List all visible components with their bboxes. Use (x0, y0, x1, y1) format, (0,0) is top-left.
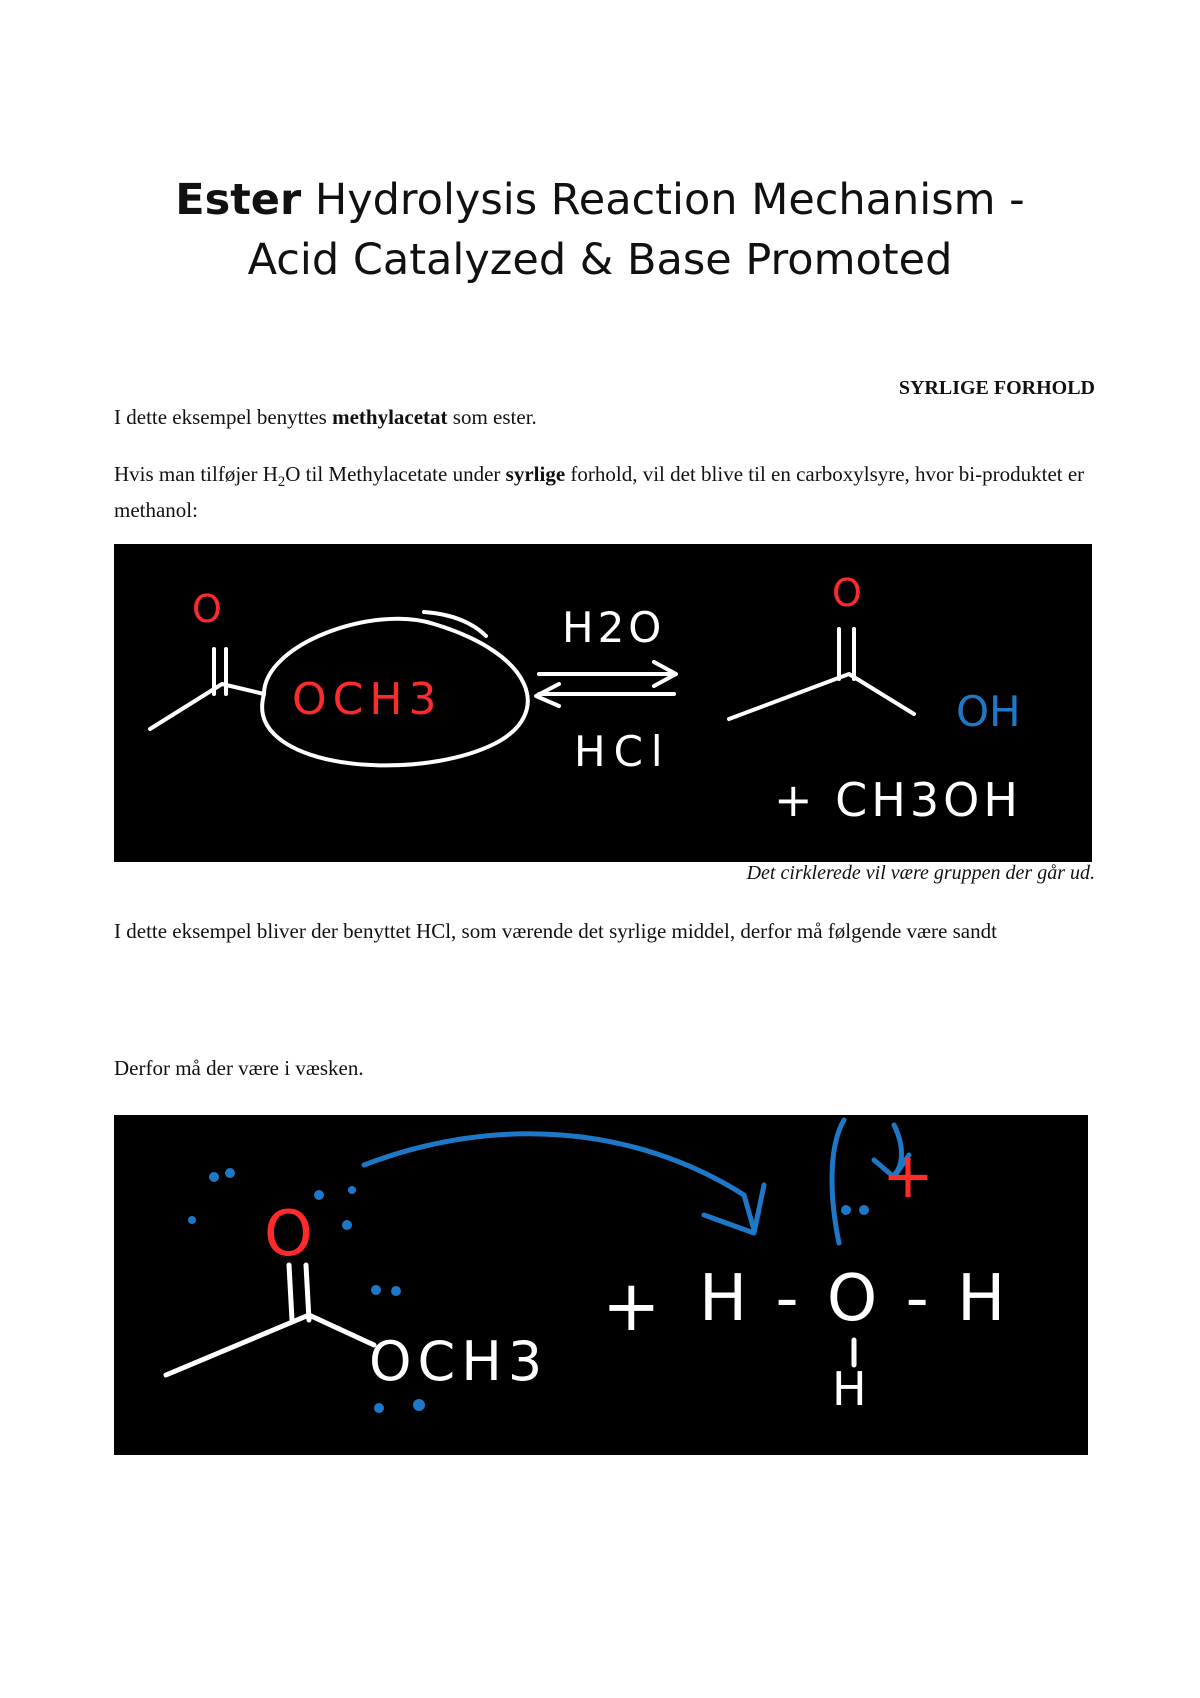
paragraph-hydrolysis (114, 460, 1094, 524)
para2-text-mid: O til Methylacetate under (285, 462, 506, 486)
och3-label-2: OCH3 (369, 1330, 549, 1393)
para2-subscript: 2 (277, 474, 286, 491)
reagent-water-label: H2O (562, 603, 666, 652)
para2-text: Hvis man tilføjer H (114, 462, 278, 486)
para1-text-end: som ester. (447, 405, 537, 429)
hydronium-bottom-h: H (832, 1362, 867, 1416)
title-line1: Hydrolysis Reaction Mechanism - (301, 175, 1025, 225)
reagent-hcl-label: HCl (574, 727, 671, 776)
positive-charge-label: + (882, 1139, 934, 1212)
plus-sign: + (602, 1265, 661, 1347)
title-strong: Ester (175, 175, 302, 225)
ester-double-bond-2 (289, 1265, 309, 1320)
ester-bond-lines (150, 684, 264, 729)
paragraph-hcl: I dette eksempel bliver der benyttet HCl, som værende det syrlige middel, derfor må følgende være sandt (114, 919, 997, 943)
carbonyl-oxygen-label: O (192, 587, 222, 631)
och3-label: OCH3 (292, 674, 443, 725)
para1-bold: methylacetat (332, 405, 448, 429)
para1-text: I dette eksempel benyttes (114, 405, 333, 429)
para2-bold: syrlige (505, 462, 566, 486)
reaction-figure-2 (114, 1115, 1088, 1455)
title-line2: Acid Catalyzed & Base Promoted (247, 235, 953, 285)
paragraph-liquid: Derfor må der være i væsken. (114, 1056, 364, 1080)
carbonyl-oxygen-label-2: O (264, 1197, 313, 1270)
reaction-drawing-2 (114, 1115, 1088, 1455)
methanol-byproduct-label: + CH3OH (774, 773, 1022, 827)
section-heading: SYRLIGE FORHOLD (898, 377, 1095, 399)
paragraph-ester-intro (114, 405, 1094, 430)
product-oxygen-label: O (832, 571, 862, 615)
reaction-figure-1 (114, 544, 1092, 862)
electron-arrow-2 (832, 1120, 844, 1243)
acid-double-bond (839, 629, 854, 679)
ester-bond-lines-2 (166, 1315, 374, 1375)
para2-text-end: forhold, vil det blive til en carboxylsyre, hvor bi-produktet er methanol: (114, 462, 1085, 523)
electron-arrow-1 (364, 1134, 754, 1230)
figure-caption: Det cirklerede vil være gruppen der går ud. (746, 862, 1095, 884)
page-title (60, 170, 1140, 290)
reaction-drawing-1 (114, 544, 1092, 862)
hydronium-label: H - O - H (699, 1262, 1010, 1336)
hydroxyl-label: OH (956, 687, 1021, 736)
acid-bond-lines (729, 674, 914, 719)
